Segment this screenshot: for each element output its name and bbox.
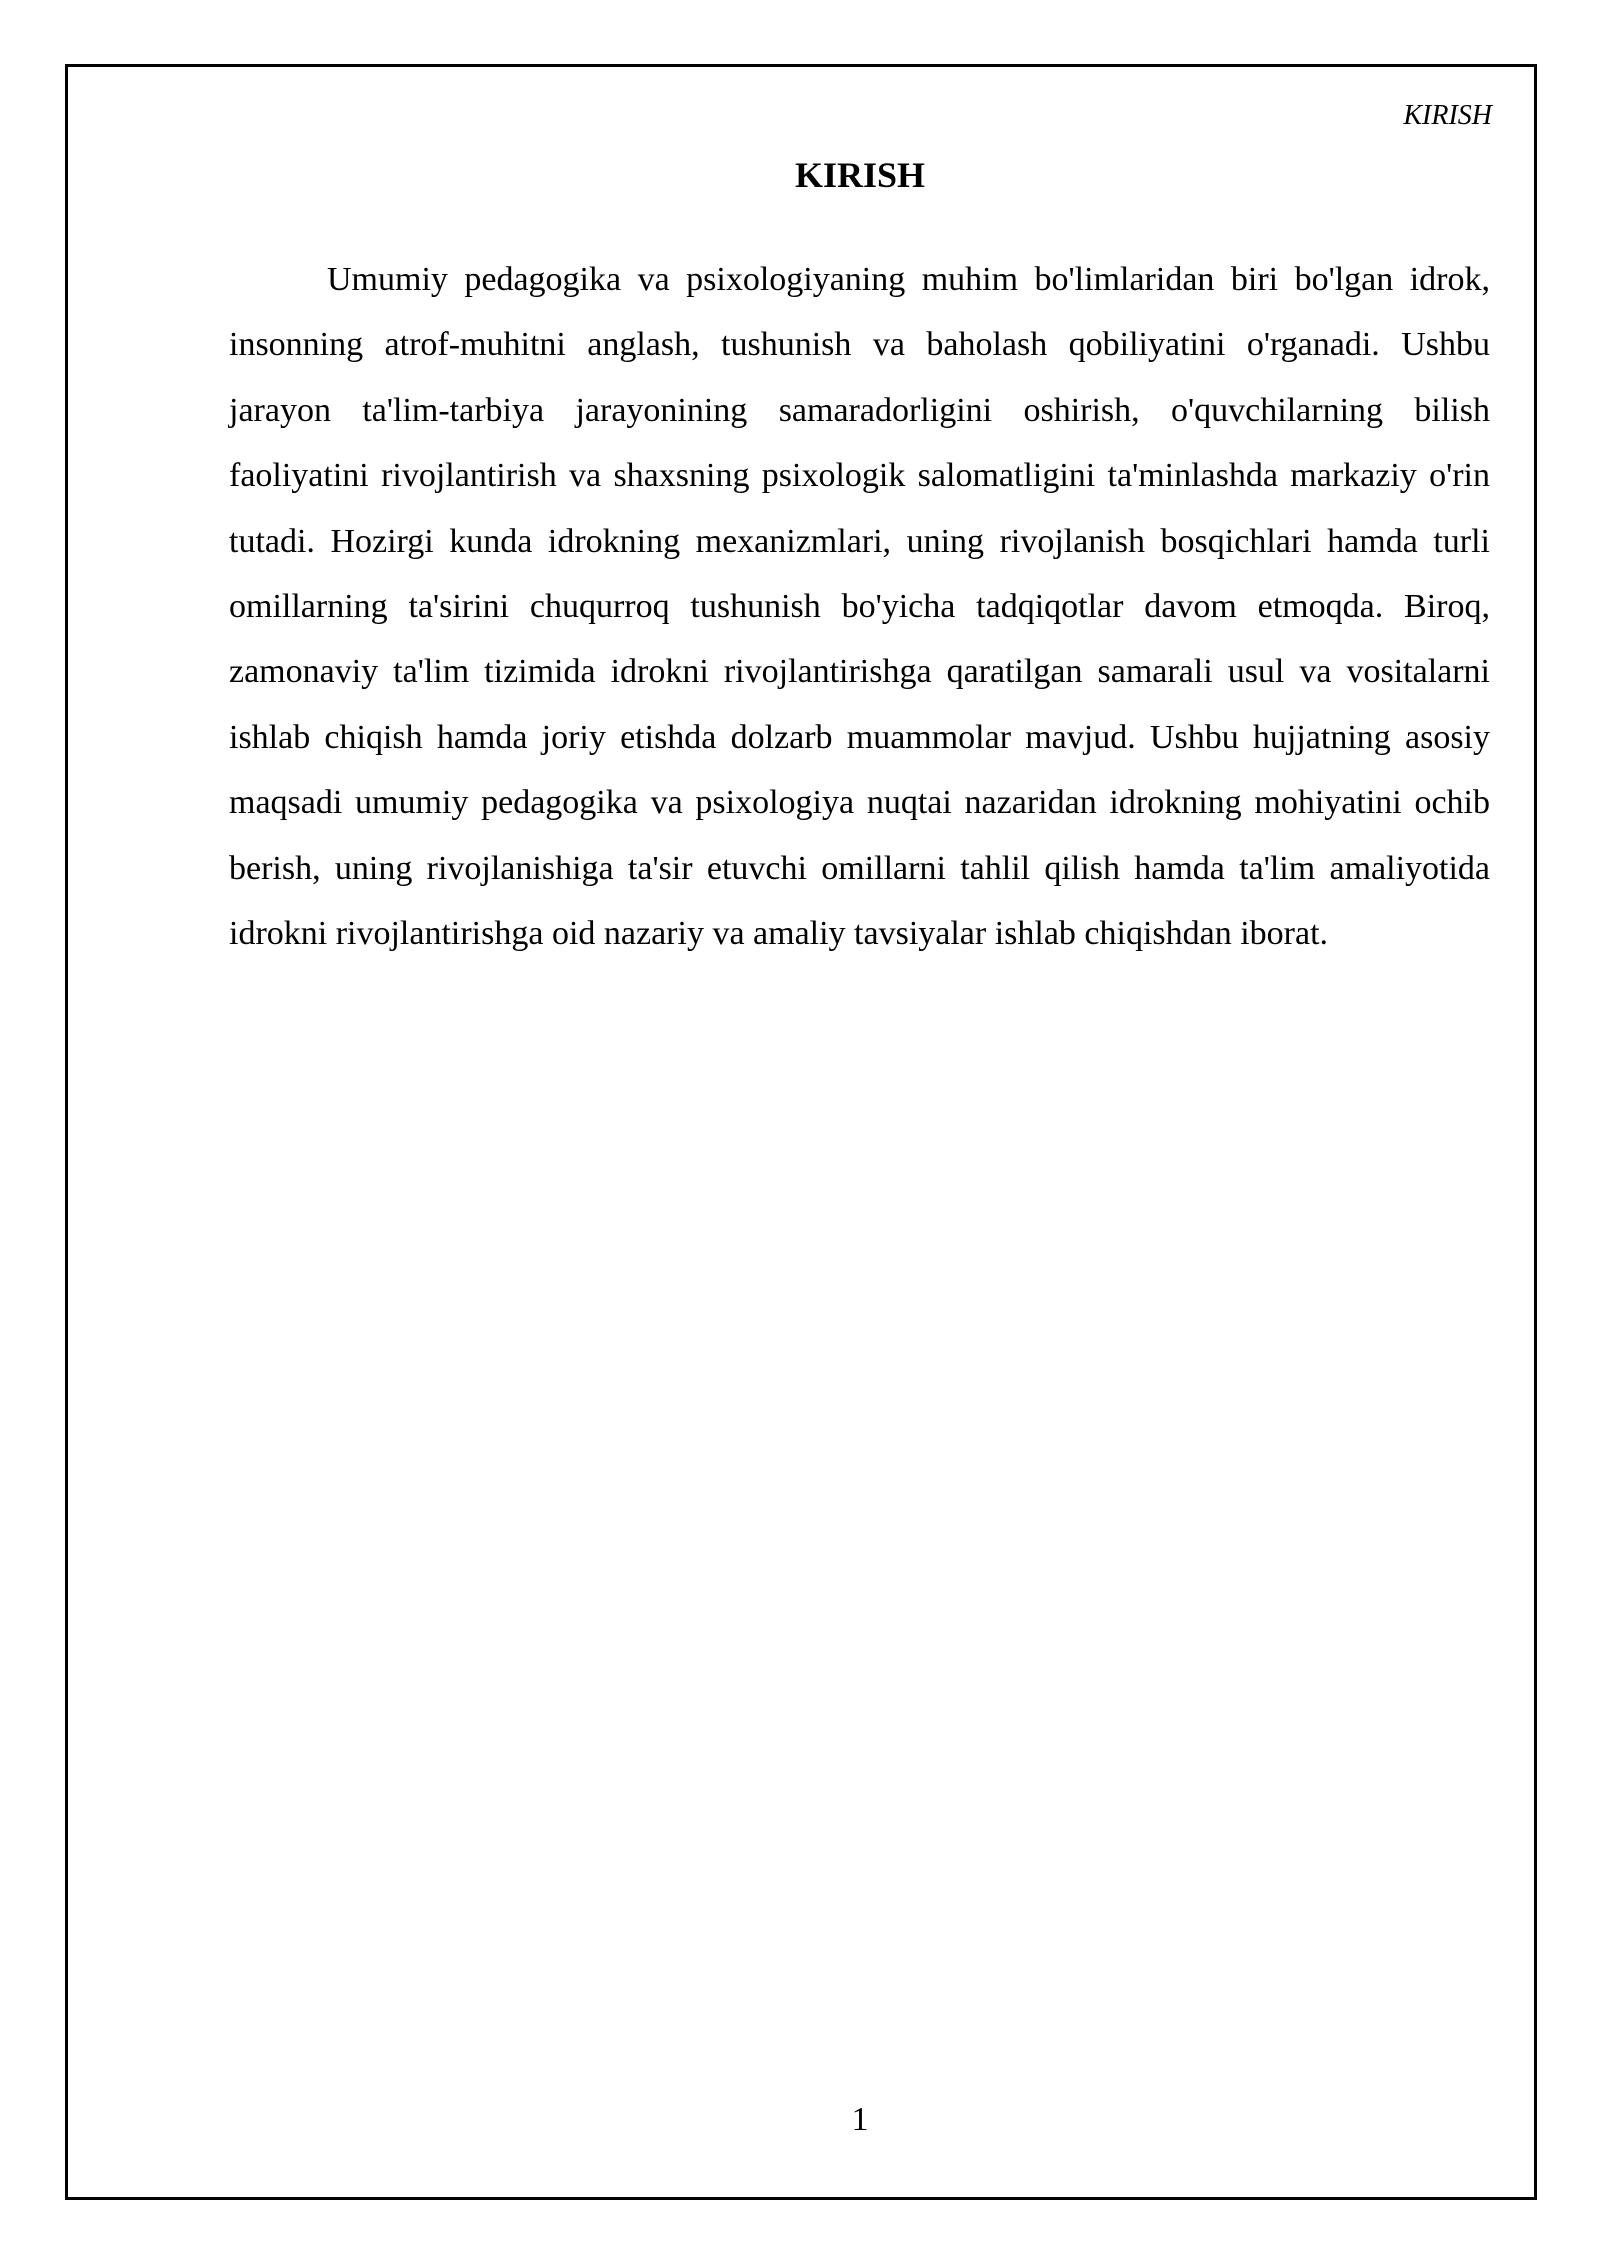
running-header: KIRISH [1403, 100, 1492, 131]
page-title: KIRISH [794, 155, 926, 195]
page-number: 1 [851, 2101, 869, 2138]
intro-paragraph: Umumiy pedagogika va psixologiyaning muhim bo'limlaridan biri bo'lgan idrok, insonning atrof-muhitni anglash, tushunish va baholash qobiliyatini o'rganadi. Ushbu jarayon ta'lim-tarbiya jarayonining samaradorligini oshirish, o'quvchilarning bilish faoliyatini rivojlantirish va shaxsning psixologik salomatligini ta'minlashda markaziy o'rin tutadi. Hozirgi kunda idrokning mexanizmlari, uning rivojlanish bosqichlari hamda turli omillarning ta'sirini chuqurroq tushunish bo'yicha tadqiqotlar davom etmoqda. Biroq, zamonaviy ta'lim tizimida idrokni rivojlantirishga qaratilgan samarali usul va vositalarni ishlab chiqish hamda joriy etishda dolzarb muammolar mavjud. Ushbu hujjatning asosiy maqsadi umumiy pedagogika va psixologiya nuqtai nazaridan idrokning mohiyatini ochib berish, uning rivojlanishiga ta'sir etuvchi omillarni tahlil qilish hamda ta'lim amaliyotida idrokni rivojlantirishga oid nazariy va amaliy tavsiyalar ishlab chiqishdan iborat. [229, 261, 1490, 953]
